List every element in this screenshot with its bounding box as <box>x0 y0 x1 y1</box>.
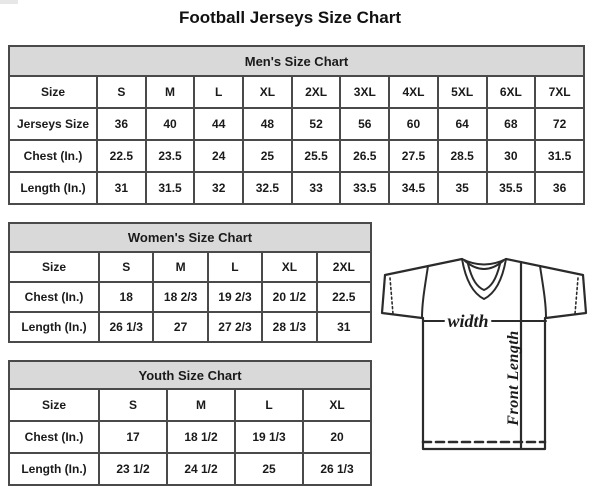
value-cell: 18 1/2 <box>167 421 235 453</box>
value-cell: 56 <box>340 108 389 140</box>
value-cell: S <box>99 252 153 282</box>
row-label-cell: Size <box>9 252 99 282</box>
width-label: width <box>447 311 489 331</box>
value-cell: 26.5 <box>340 140 389 172</box>
value-cell: 23 1/2 <box>99 453 167 485</box>
table-title-row <box>9 361 371 389</box>
value-cell: 60 <box>389 108 438 140</box>
value-cell: M <box>146 76 195 108</box>
mens-table-title: Men's Size Chart <box>9 46 584 76</box>
row-label-cell: Chest (In.) <box>9 282 99 312</box>
value-cell: 28.5 <box>438 140 487 172</box>
youth-size-table <box>8 360 372 486</box>
value-cell: 25 <box>243 140 292 172</box>
row-label-cell: Length (In.) <box>9 172 97 204</box>
value-cell: S <box>99 389 167 421</box>
value-cell: 34.5 <box>389 172 438 204</box>
value-cell: 31.5 <box>535 140 584 172</box>
table-row <box>9 108 584 140</box>
value-cell: 52 <box>292 108 341 140</box>
value-cell: 68 <box>487 108 536 140</box>
value-cell: 26 1/3 <box>303 453 371 485</box>
value-cell: 32 <box>194 172 243 204</box>
value-cell: 25 <box>235 453 303 485</box>
row-label-cell: Chest (In.) <box>9 421 99 453</box>
value-cell: 22.5 <box>97 140 146 172</box>
value-cell: 48 <box>243 108 292 140</box>
value-cell: 32.5 <box>243 172 292 204</box>
womens-size-table <box>8 222 372 343</box>
value-cell: 2XL <box>317 252 371 282</box>
mens-size-table <box>8 45 585 205</box>
value-cell: 40 <box>146 108 195 140</box>
screen-edge-artifact <box>0 0 18 4</box>
row-label-cell: Jerseys Size <box>9 108 97 140</box>
value-cell: XL <box>262 252 316 282</box>
value-cell: 20 1/2 <box>262 282 316 312</box>
value-cell: S <box>97 76 146 108</box>
value-cell: XL <box>303 389 371 421</box>
value-cell: M <box>167 389 235 421</box>
value-cell: 6XL <box>487 76 536 108</box>
womens-table-title: Women's Size Chart <box>9 223 371 252</box>
value-cell: 19 1/3 <box>235 421 303 453</box>
value-cell: 24 <box>194 140 243 172</box>
value-cell: L <box>194 76 243 108</box>
value-cell: 33 <box>292 172 341 204</box>
value-cell: 26 1/3 <box>99 312 153 342</box>
table-row <box>9 282 371 312</box>
value-cell: 24 1/2 <box>167 453 235 485</box>
value-cell: 19 2/3 <box>208 282 262 312</box>
value-cell: 20 <box>303 421 371 453</box>
jersey-outline <box>382 259 586 449</box>
jersey-armhole-right-seam <box>540 266 546 318</box>
table-row <box>9 312 371 342</box>
value-cell: 3XL <box>340 76 389 108</box>
value-cell: 2XL <box>292 76 341 108</box>
value-cell: 30 <box>487 140 536 172</box>
value-cell: 18 2/3 <box>153 282 207 312</box>
youth-table-title: Youth Size Chart <box>9 361 371 389</box>
jersey-armhole-left-seam <box>422 266 428 318</box>
row-label-cell: Chest (In.) <box>9 140 97 172</box>
front-length-label: Front Length <box>505 330 522 426</box>
value-cell: 22.5 <box>317 282 371 312</box>
table-row <box>9 172 584 204</box>
value-cell: 17 <box>99 421 167 453</box>
value-cell: 5XL <box>438 76 487 108</box>
table-row <box>9 252 371 282</box>
table-row <box>9 453 371 485</box>
value-cell: 72 <box>535 108 584 140</box>
value-cell: 35 <box>438 172 487 204</box>
value-cell: 36 <box>535 172 584 204</box>
value-cell: XL <box>243 76 292 108</box>
value-cell: 64 <box>438 108 487 140</box>
value-cell: L <box>235 389 303 421</box>
value-cell: 27 2/3 <box>208 312 262 342</box>
table-row <box>9 389 371 421</box>
jersey-measurement-diagram <box>378 250 590 455</box>
cuff-stitch-right <box>575 278 578 314</box>
row-label-cell: Size <box>9 389 99 421</box>
page-title: Football Jerseys Size Chart <box>178 8 402 27</box>
value-cell: 33.5 <box>340 172 389 204</box>
table-row <box>9 421 371 453</box>
row-label-cell: Size <box>9 76 97 108</box>
jersey-vneck-collar <box>462 259 506 299</box>
value-cell: 25.5 <box>292 140 341 172</box>
value-cell: 36 <box>97 108 146 140</box>
value-cell: 31.5 <box>146 172 195 204</box>
value-cell: L <box>208 252 262 282</box>
row-label-cell: Length (In.) <box>9 312 99 342</box>
cuff-stitch-left <box>390 278 393 314</box>
value-cell: 31 <box>317 312 371 342</box>
value-cell: M <box>153 252 207 282</box>
row-label-cell: Length (In.) <box>9 453 99 485</box>
table-title-row <box>9 46 584 76</box>
value-cell: 27.5 <box>389 140 438 172</box>
value-cell: 28 1/3 <box>262 312 316 342</box>
value-cell: 44 <box>194 108 243 140</box>
value-cell: 31 <box>97 172 146 204</box>
table-row <box>9 140 584 172</box>
value-cell: 4XL <box>389 76 438 108</box>
value-cell: 18 <box>99 282 153 312</box>
value-cell: 35.5 <box>487 172 536 204</box>
value-cell: 7XL <box>535 76 584 108</box>
value-cell: 23.5 <box>146 140 195 172</box>
table-title-row <box>9 223 371 252</box>
value-cell: 27 <box>153 312 207 342</box>
table-row <box>9 76 584 108</box>
